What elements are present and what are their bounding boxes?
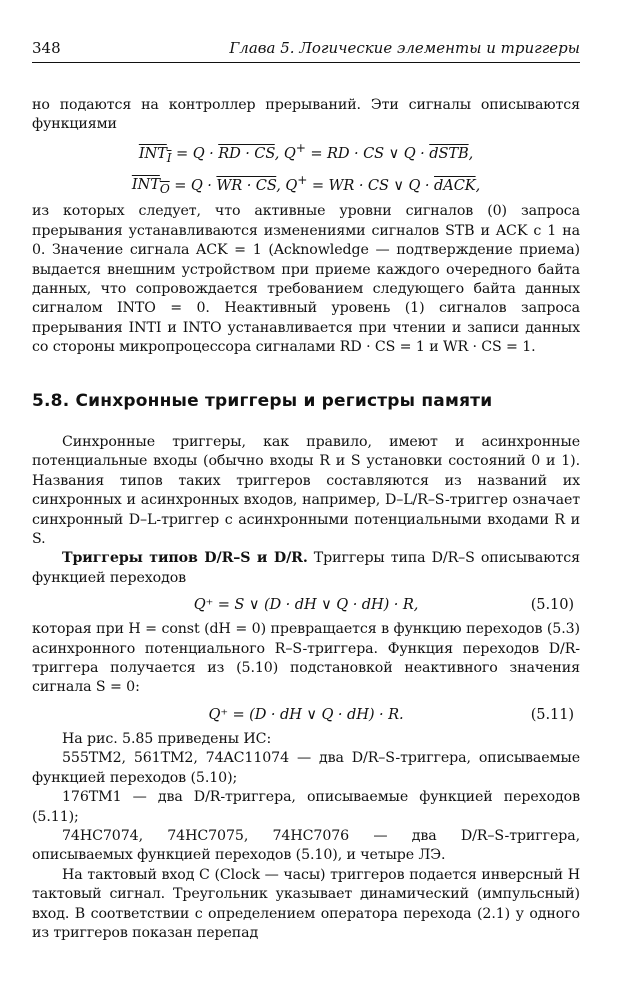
interrupt-formulas [32,137,580,201]
formula-int-o: $INT_O = Q$ · WR · CS, Q+ = WR · CS ∨ Q · dACK, [131,172,481,197]
page-header [32,38,580,60]
section-title: 5.8. Синхронные триггеры и регистры памяти [32,390,493,411]
ic-list-item: 74HC7074, 74HC7075, 74HC7076 — два D/R–S-триггера, описываемых функцией переходов (5.10), и четыре ЛЭ. [32,827,580,864]
page-body [32,96,580,943]
section-paragraph-3: которая при H = const (dH = 0) превращается в функцию переходов (5.3) асинхронного потенциального R–S-триггера. Функция переходов D/R-триггера получается из (5.10) подстановкой неактивного значения сигнала S = 0: [32,621,580,696]
running-title: Глава 5. Логические элементы и триггеры [229,39,580,57]
formula-int-i: $INT_I = Q$ · RD · CS, Q+ = RD · CS ∨ Q · dSTB, [138,140,474,165]
equation-5-11: Q⁺ = (D · dH ∨ Q · dH) · R. (5.11) [32,704,580,726]
interrupt-explanation: из которых следует, что активные уровни сигналов (0) запроса прерывания устанавливаются изменениями сигналов STB и ACK с 1 на 0. Значение сигнала ACK = 1 (Acknowledge — подтверждение приема) выдается внешним устройством при приеме каждого очередного байта данных, что сопровождается требованием следующего байта данных сигналом INTO = 0. Неактивный уровень (1) сигналов запроса прерывания INTI и INTO устанавливается при чтении и записи данных со стороны микропроцессора сигналами RD · CS = 1 и WR · CS = 1. [32,203,580,356]
page-number: 348 [32,39,61,57]
section-paragraph-1: Синхронные триггеры, как правило, имеют и асинхронные потенциальные входы (обычно входы R и S установки состояний 0 и 1). Названия типов таких триггеров составляются из названий их синхронных и асинхронных входов, например, D–L/R–S-триггер означает синхронный D–L-триггер с асинхронными потенциальными входами R и S. [32,434,580,548]
header-rule [32,62,580,63]
intro-paragraph: но подаются на контроллер прерываний. Эти сигналы описываются функциями [32,97,580,133]
equation-5-10: Q⁺ = S ∨ (D · dH ∨ Q · dH) · R, (5.10) [32,594,580,616]
section-paragraph-4: На тактовый вход C (Clock — часы) триггеров подается инверсный H тактовый сигнал. Треугольник указывает динамический (импульсный) вход. В соответствии с определением оператора перехода (2.1) у одного из триггеров показан перепад [32,866,580,941]
ic-list-item: 176ТМ1 — два D/R-триггера, описываемые функцией переходов (5.11); [32,789,580,825]
ic-list-item: 555ТМ2, 561ТМ2, 74AC11074 — два D/R–S-триггера, описываемые функцией переходов (5.10); [32,750,580,786]
equation-number: (5.10) [530,596,574,614]
ic-list-intro: На рис. 5.85 приведены ИС: [62,730,272,747]
section-paragraph-2: Триггеры типов D/R–S и D/R. Триггеры типа D/R–S описываются функцией переходов [32,550,580,586]
equation-number: (5.11) [530,705,574,723]
subsection-title: Триггеры типов D/R–S и D/R. [62,550,308,567]
